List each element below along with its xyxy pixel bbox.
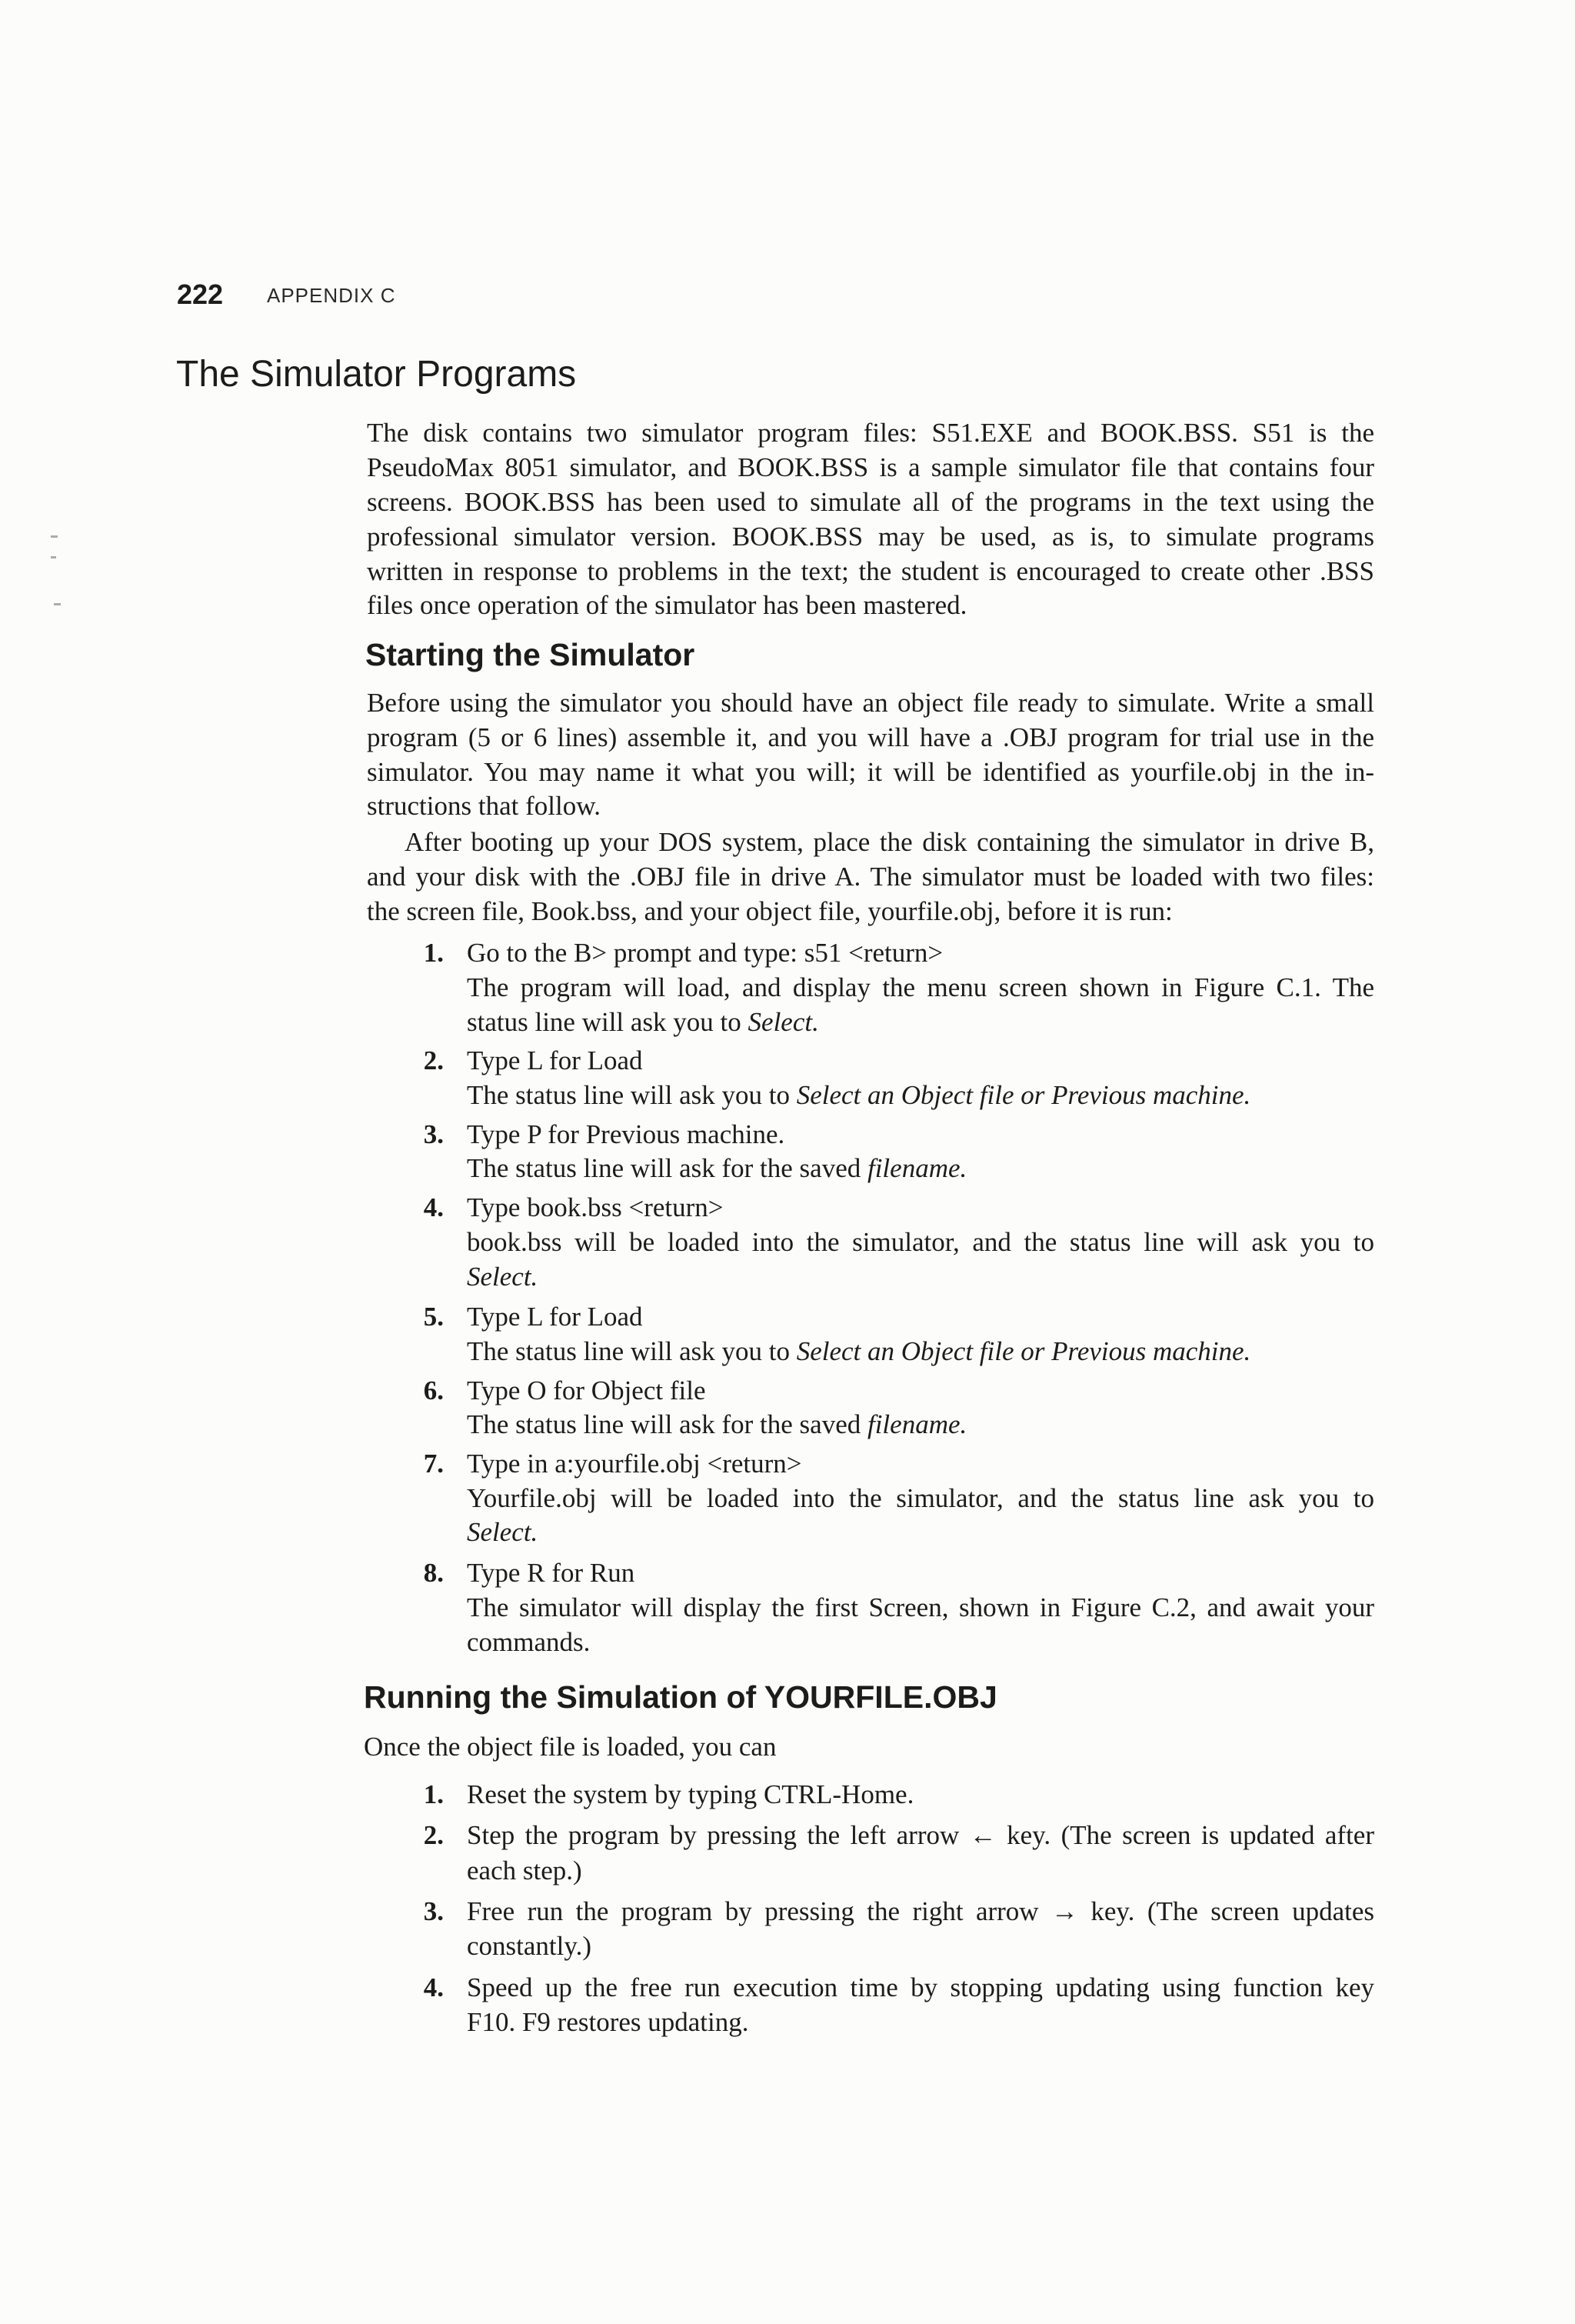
scan-mark bbox=[51, 556, 56, 558]
text-line: written in response to problems in the text; the student is encouraged to create other .BSS bbox=[367, 556, 1374, 586]
text-line: the screen file, Book.bss, and your object file, yourfile.obj, before it is run: bbox=[367, 896, 1173, 926]
step-line bbox=[467, 1625, 1374, 1659]
text-line: PseudoMax 8051 simulator, and BOOK.BSS is a sample simulator file that contains four bbox=[367, 452, 1374, 482]
step-line bbox=[467, 1481, 1374, 1515]
step-number: 1. bbox=[423, 938, 444, 968]
step-number: 5. bbox=[423, 1302, 444, 1332]
text-line: files once operation of the simulator has been mastered. bbox=[367, 590, 967, 620]
text-line: structions that follow. bbox=[367, 791, 601, 821]
text-segment: The status line will ask for the saved bbox=[467, 1409, 867, 1439]
step-line bbox=[467, 1043, 1374, 1078]
text-segment: The status line will ask for the saved bbox=[467, 1153, 867, 1183]
emphasis: Select. bbox=[467, 1262, 538, 1292]
running-head: APPENDIX C bbox=[267, 284, 396, 307]
text-line: The disk contains two simulator program files: S51.EXE and BOOK.BSS. S51 is the bbox=[367, 418, 1374, 448]
list-item-line: Free run the program by pressing the right arrow → key. (The screen updates bbox=[467, 1896, 1374, 1926]
text-segment: The program will load, and display the menu screen shown in Figure C.1. The bbox=[467, 972, 1374, 1002]
list-item-line: constantly.) bbox=[467, 1931, 591, 1961]
subsection-heading: Running the Simulation of YOURFILE.OBJ bbox=[364, 1679, 997, 1715]
step-line bbox=[467, 1446, 1374, 1481]
step-line bbox=[467, 1299, 1374, 1334]
text-segment: commands. bbox=[467, 1627, 591, 1657]
text-segment: Type O for Object file bbox=[467, 1375, 706, 1405]
emphasis: filename. bbox=[867, 1153, 967, 1183]
scan-mark bbox=[51, 535, 58, 538]
text-line: and your disk with the .OBJ file in drive A. The simulator must be loaded with two files: bbox=[367, 862, 1374, 892]
list-item-number: 2. bbox=[423, 1820, 444, 1850]
section-title: The Simulator Programs bbox=[176, 354, 577, 395]
text-line: simulator. You may name it what you will; it will be identified as yourfile.obj in the in- bbox=[367, 757, 1374, 787]
text-segment: The status line will ask you to bbox=[467, 1080, 797, 1110]
text-segment: Type L for Load bbox=[467, 1302, 643, 1332]
step-number: 8. bbox=[423, 1558, 444, 1588]
step-line bbox=[467, 1005, 1374, 1039]
step-number: 2. bbox=[423, 1045, 444, 1075]
list-item-line: F10. F9 restores updating. bbox=[467, 2007, 749, 2037]
step-line bbox=[467, 1555, 1374, 1590]
list-item-line: each step.) bbox=[467, 1856, 582, 1886]
text-segment: Type book.bss <return> bbox=[467, 1192, 724, 1222]
text-segment: Go to the B> prompt and type: s51 <return> bbox=[467, 938, 944, 968]
step-line bbox=[467, 1334, 1374, 1369]
step-number: 4. bbox=[423, 1192, 444, 1222]
step-number: 3. bbox=[423, 1119, 444, 1149]
text-segment: Type in a:yourfile.obj <return> bbox=[467, 1449, 802, 1479]
step-number: 6. bbox=[423, 1375, 444, 1405]
emphasis: filename. bbox=[867, 1409, 967, 1439]
step-line bbox=[467, 1590, 1374, 1625]
step-line bbox=[467, 1190, 1374, 1225]
text-segment: Type L for Load bbox=[467, 1045, 643, 1075]
text-segment: Type R for Run bbox=[467, 1558, 635, 1588]
step-line bbox=[467, 1515, 1374, 1549]
subsection-heading: Starting the Simulator bbox=[365, 637, 695, 672]
step-line bbox=[467, 1259, 1374, 1294]
emphasis: Select. bbox=[467, 1517, 538, 1547]
scan-mark bbox=[54, 603, 61, 605]
emphasis: Select. bbox=[748, 1007, 819, 1037]
text-line: program (5 or 6 lines) assemble it, and you will have a .OBJ program for trial use in the bbox=[367, 722, 1374, 752]
page-number: 222 bbox=[177, 278, 224, 310]
text-line: After booting up your DOS system, place the disk containing the simulator in drive B, bbox=[405, 827, 1374, 857]
list-item-line: Step the program by pressing the left arrow ← key. (The screen is updated after bbox=[467, 1820, 1374, 1850]
text-line: professional simulator version. BOOK.BSS may be used, as is, to simulate programs bbox=[367, 522, 1374, 552]
text-segment: Yourfile.obj will be loaded into the simulator, and the status line ask you to bbox=[467, 1483, 1374, 1513]
text-segment: The simulator will display the first Screen, shown in Figure C.2, and await your bbox=[467, 1592, 1374, 1622]
step-line bbox=[467, 1117, 1374, 1152]
text-segment: status line will ask you to bbox=[467, 1007, 748, 1037]
list-item-number: 1. bbox=[423, 1779, 444, 1809]
list-item-number: 3. bbox=[423, 1896, 444, 1926]
list-item-line: Speed up the free run execution time by stopping updating using function key bbox=[467, 1972, 1374, 2002]
step-line bbox=[467, 1407, 1374, 1442]
list-item-line: Reset the system by typing CTRL-Home. bbox=[467, 1779, 914, 1809]
step-line bbox=[467, 935, 1374, 970]
step-line bbox=[467, 1373, 1374, 1408]
text-line: Before using the simulator you should have an object file ready to simulate. Write a small bbox=[367, 688, 1374, 718]
step-line bbox=[467, 1078, 1374, 1112]
emphasis: Select an Object file or Previous machine. bbox=[796, 1080, 1251, 1110]
text-segment: book.bss will be loaded into the simulator, and the status line will ask you to bbox=[467, 1227, 1374, 1257]
text-segment: The status line will ask you to bbox=[467, 1336, 797, 1366]
emphasis: Select an Object file or Previous machine. bbox=[796, 1336, 1251, 1366]
text-segment: Type P for Previous machine. bbox=[467, 1119, 785, 1149]
step-line bbox=[467, 1151, 1374, 1185]
step-line bbox=[467, 970, 1374, 1005]
text-line: screens. BOOK.BSS has been used to simulate all of the programs in the text using the bbox=[367, 487, 1374, 517]
step-line bbox=[467, 1225, 1374, 1259]
text-line: Once the object file is loaded, you can bbox=[364, 1732, 777, 1762]
step-number: 7. bbox=[423, 1449, 444, 1479]
list-item-number: 4. bbox=[423, 1972, 444, 2002]
